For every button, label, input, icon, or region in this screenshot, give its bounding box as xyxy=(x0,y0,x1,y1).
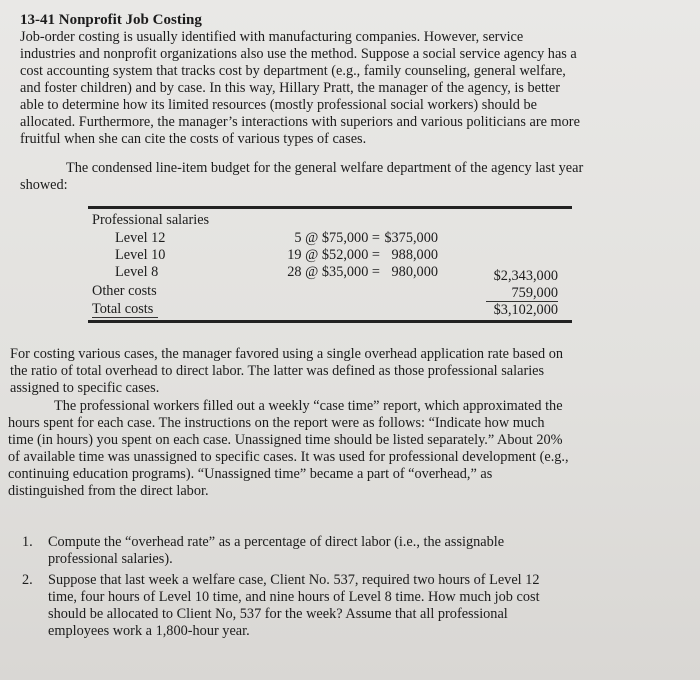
level-8-calc: 28 @ $35,000 = xyxy=(287,264,380,280)
total-costs-amount: $3,102,000 xyxy=(493,302,558,318)
problem-name: Nonprofit Job Costing xyxy=(58,12,202,28)
intro-line: allocated. Furthermore, the manager’s interactions with superiors and various politicians are more xyxy=(20,114,580,130)
table-bottom-rule xyxy=(88,320,572,323)
level-10-amount: 988,000 xyxy=(391,247,438,263)
question-item xyxy=(22,534,662,568)
case-time-line: continuing education programs). “Unassigned time” became a part of “overhead,” as xyxy=(8,466,493,482)
overhead-line: the ratio of total overhead to direct labor. The latter was defined as those professional salaries xyxy=(10,363,545,379)
question-number: 2. xyxy=(22,572,33,588)
level-10-calc: 19 @ $52,000 = xyxy=(287,247,380,263)
question-number: 1. xyxy=(22,534,33,550)
overhead-line: assigned to specific cases. xyxy=(10,380,160,396)
question-list xyxy=(22,534,662,644)
overhead-line: For costing various cases, the manager favored using a single overhead application rate based on xyxy=(10,346,564,362)
case-time-line: distinguished from the direct labor. xyxy=(8,483,209,499)
total-costs-label: Total costs xyxy=(92,301,154,317)
level-8-label: Level 8 xyxy=(115,264,159,280)
intro-line: industries and nonprofit organizations also use the method. Suppose a social service agency has a xyxy=(20,46,577,62)
intro-line: able to determine how its limited resources (mostly professional social workers) should be xyxy=(20,97,537,113)
question-line: employees work a 1,800-hour year. xyxy=(48,623,250,639)
question-line: Suppose that last week a welfare case, Client No. 537, required two hours of Level 12 xyxy=(48,572,540,588)
level-10-label: Level 10 xyxy=(115,247,166,263)
question-line: professional salaries). xyxy=(48,551,173,567)
problem-number: 13-41 xyxy=(20,12,55,28)
intro-line: cost accounting system that tracks cost by department (e.g., family counseling, general welfare, xyxy=(20,63,566,79)
other-costs-label: Other costs xyxy=(92,283,157,299)
salaries-total: $2,343,000 xyxy=(493,268,558,284)
intro-line: Job-order costing is usually identified with manufacturing companies. However, service xyxy=(20,29,524,45)
problem-title xyxy=(20,12,202,29)
case-time-paragraph xyxy=(8,398,663,500)
intro-line: fruitful when she can cite the costs of various types of cases. xyxy=(20,131,367,147)
question-line: time, four hours of Level 10 time, and nine hours of Level 8 time. How much job cost xyxy=(48,589,540,605)
level-12-label: Level 12 xyxy=(115,230,166,246)
case-time-line: hours spent for each case. The instructions on the report were as follows: “Indicate how much xyxy=(8,415,545,431)
question-item xyxy=(22,572,662,640)
question-line: Compute the “overhead rate” as a percentage of direct labor (i.e., the assignable xyxy=(48,534,505,550)
total-costs-label-underline xyxy=(92,317,158,318)
case-time-line: of available time was unassigned to specific cases. It was used for professional development (e.g., xyxy=(8,449,569,465)
budget-intro-paragraph xyxy=(20,160,660,194)
budget-intro-line: The condensed line-item budget for the general welfare department of the agency last year xyxy=(66,160,584,176)
level-12-amount: $375,000 xyxy=(384,230,438,246)
overhead-paragraph xyxy=(10,346,660,397)
level-8-amount: 980,000 xyxy=(391,264,438,280)
table-top-rule xyxy=(88,206,572,209)
other-costs-amount: 759,000 xyxy=(511,285,558,301)
professional-salaries-label: Professional salaries xyxy=(92,212,210,228)
budget-table xyxy=(88,206,572,326)
intro-line: and foster children) and by case. In this way, Hillary Pratt, the manager of the agency, is better xyxy=(20,80,561,96)
budget-intro-line: showed: xyxy=(20,177,68,193)
level-12-calc: 5 @ $75,000 = xyxy=(294,230,380,246)
case-time-line: time (in hours) you spent on each case. Unassigned time should be listed separately.” About 20% xyxy=(8,432,563,448)
intro-paragraph xyxy=(20,29,660,148)
question-line: should be allocated to Client No, 537 for the week? Assume that all professional xyxy=(48,606,508,622)
case-time-line: The professional workers filled out a weekly “case time” report, which approximated the xyxy=(54,398,563,414)
